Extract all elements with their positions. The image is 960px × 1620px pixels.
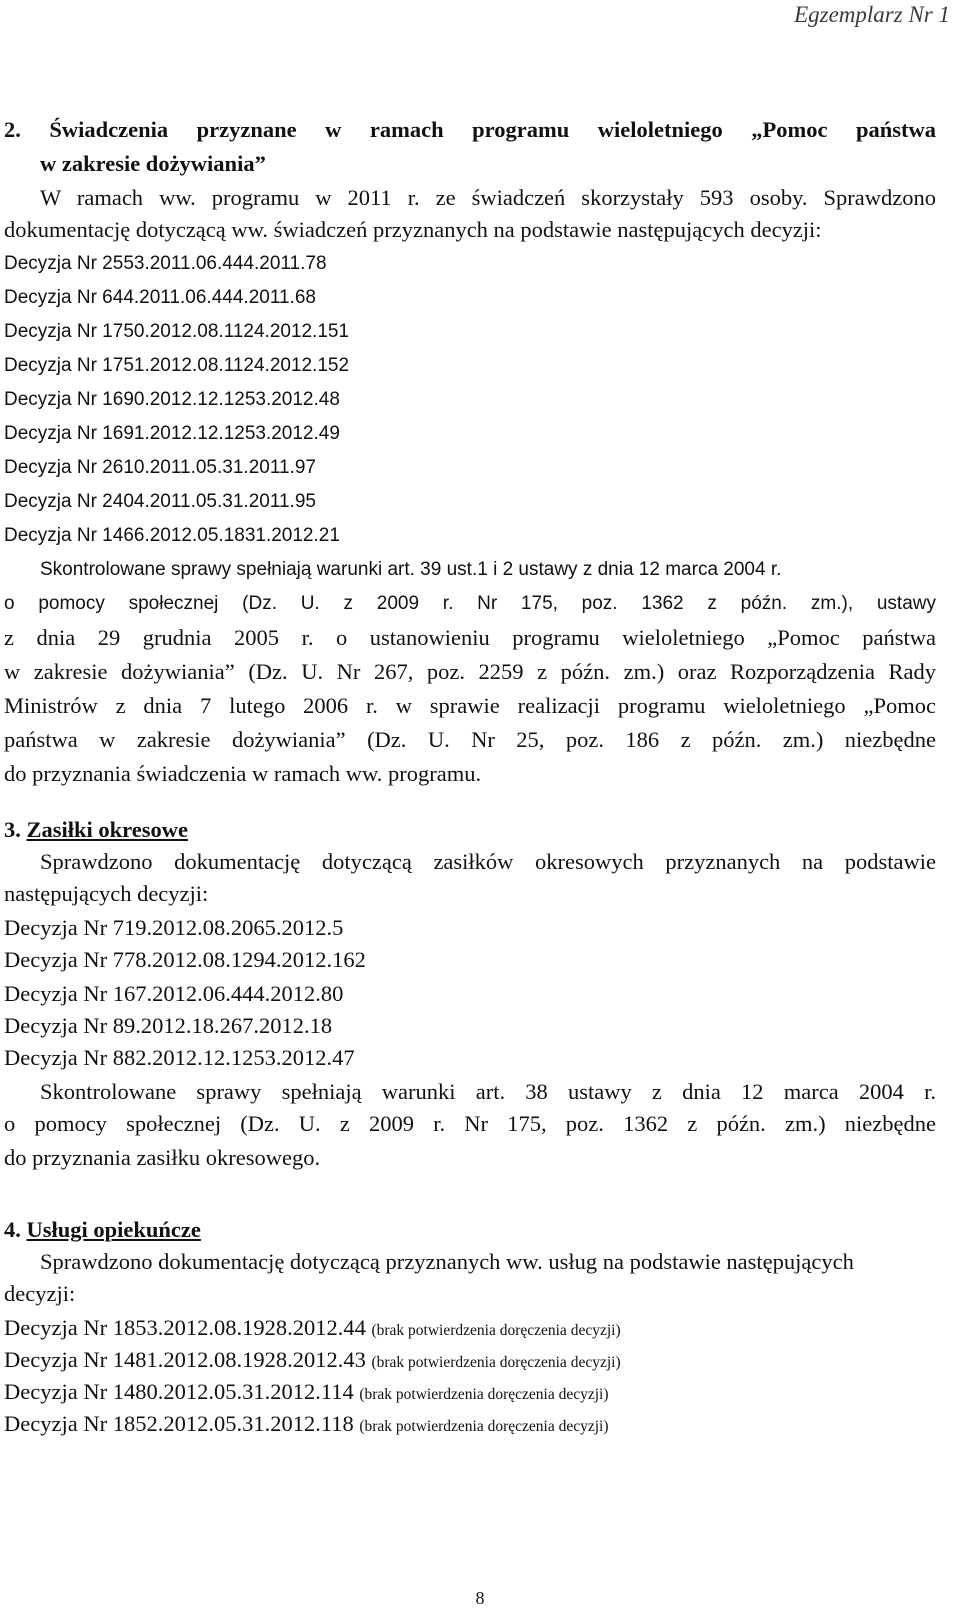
- section-2-conclusion-line: z dnia 29 grudnia 2005 r. o ustanowieniu programu wieloletniego „Pomoc państwa: [4, 625, 936, 650]
- section-3-conclusion-line: Skontrolowane sprawy spełniają warunki art. 38 ustawy z dnia 12 marca 2004 r.: [40, 1079, 936, 1104]
- decision-note: (brak potwierdzenia doręczenia decyzji): [371, 1322, 621, 1339]
- copy-number-label: Egzemplarz Nr 1: [794, 2, 950, 27]
- section-2-conclusion-line: do przyznania świadczenia w ramach ww. programu.: [4, 761, 482, 786]
- section-2-title-line-1: 2. Świadczenia przyznane w ramach programu wieloletniego „Pomoc państwa: [4, 117, 936, 142]
- decision-item: Decyzja Nr 1690.2012.12.1253.2012.48: [4, 389, 340, 410]
- decision-item: Decyzja Nr 1480.2012.05.31.2012.114 (brak potwierdzenia doręczenia decyzji): [4, 1379, 609, 1404]
- section-2-intro-line-1: W ramach ww. programu w 2011 r. ze świadczeń skorzystały 593 osoby. Sprawdzono: [40, 185, 936, 210]
- decision-item: Decyzja Nr 719.2012.08.2065.2012.5: [4, 915, 344, 940]
- section-2-conclusion-line: o pomocy społecznej (Dz. U. z 2009 r. Nr 175, poz. 1362 z późn. zm.), ustawy: [4, 593, 936, 614]
- decision-item: Decyzja Nr 2404.2011.05.31.2011.95: [4, 491, 316, 512]
- section-3-conclusion-line: o pomocy społecznej (Dz. U. z 2009 r. Nr 175, poz. 1362 z późn. zm.) niezbędne: [4, 1111, 936, 1136]
- decision-item: Decyzja Nr 882.2012.12.1253.2012.47: [4, 1045, 355, 1070]
- decision-note: (brak potwierdzenia doręczenia decyzji): [359, 1386, 609, 1403]
- decision-item: Decyzja Nr 1481.2012.08.1928.2012.43 (brak potwierdzenia doręczenia decyzji): [4, 1347, 621, 1372]
- decision-item: Decyzja Nr 778.2012.08.1294.2012.162: [4, 947, 366, 972]
- decision-item: Decyzja Nr 1751.2012.08.1124.2012.152: [4, 355, 350, 376]
- section-2-conclusion-line: w zakresie dożywiania” (Dz. U. Nr 267, poz. 2259 z późn. zm.) oraz Rozporządzenia Rady: [4, 659, 936, 684]
- section-3-intro-line-1: Sprawdzono dokumentację dotyczącą zasiłków okresowych przyznanych na podstawie: [40, 849, 936, 874]
- page-number: 8: [475, 1588, 485, 1608]
- decision-note: (brak potwierdzenia doręczenia decyzji): [371, 1354, 621, 1371]
- decision-item: Decyzja Nr 89.2012.18.267.2012.18: [4, 1013, 333, 1038]
- decision-item: Decyzja Nr 1853.2012.08.1928.2012.44 (brak potwierdzenia doręczenia decyzji): [4, 1315, 621, 1340]
- section-3-title: 3. Zasiłki okresowe: [4, 817, 188, 842]
- decision-item: Decyzja Nr 167.2012.06.444.2012.80: [4, 981, 344, 1006]
- section-3-intro-line-2: następujących decyzji:: [4, 881, 209, 906]
- decision-item: Decyzja Nr 644.2011.06.444.2011.68: [4, 287, 316, 308]
- section-3-conclusion-line: do przyznania zasiłku okresowego.: [4, 1145, 321, 1170]
- decision-item: Decyzja Nr 1852.2012.05.31.2012.118 (brak potwierdzenia doręczenia decyzji): [4, 1411, 609, 1436]
- decision-item: Decyzja Nr 1691.2012.12.1253.2012.49: [4, 423, 340, 444]
- section-4-title: 4. Usługi opiekuńcze: [4, 1217, 201, 1242]
- section-4-intro-line-1: Sprawdzono dokumentację dotyczącą przyznanych ww. usług na podstawie następujących: [40, 1249, 854, 1274]
- section-2-title-line-2: w zakresie dożywiania”: [40, 151, 266, 176]
- section-2-conclusion-line: Ministrów z dnia 7 lutego 2006 r. w sprawie realizacji programu wieloletniego „Pomoc: [4, 693, 936, 718]
- section-2-conclusion-line: państwa w zakresie dożywiania” (Dz. U. Nr 25, poz. 186 z późn. zm.) niezbędne: [4, 727, 936, 752]
- decision-item: Decyzja Nr 1750.2012.08.1124.2012.151: [4, 321, 350, 342]
- decision-item: Decyzja Nr 2610.2011.05.31.2011.97: [4, 457, 316, 478]
- decision-item: Decyzja Nr 1466.2012.05.1831.2012.21: [4, 525, 340, 546]
- decision-item: Decyzja Nr 2553.2011.06.444.2011.78: [4, 253, 327, 274]
- section-4-intro-line-2: decyzji:: [4, 1281, 76, 1306]
- section-2-conclusion-line: Skontrolowane sprawy spełniają warunki art. 39 ust.1 i 2 ustawy z dnia 12 marca 2004 r.: [40, 559, 782, 580]
- section-2-intro-line-2: dokumentację dotyczącą ww. świadczeń przyznanych na podstawie następujących decyzji:: [4, 217, 822, 242]
- decision-note: (brak potwierdzenia doręczenia decyzji): [359, 1418, 609, 1435]
